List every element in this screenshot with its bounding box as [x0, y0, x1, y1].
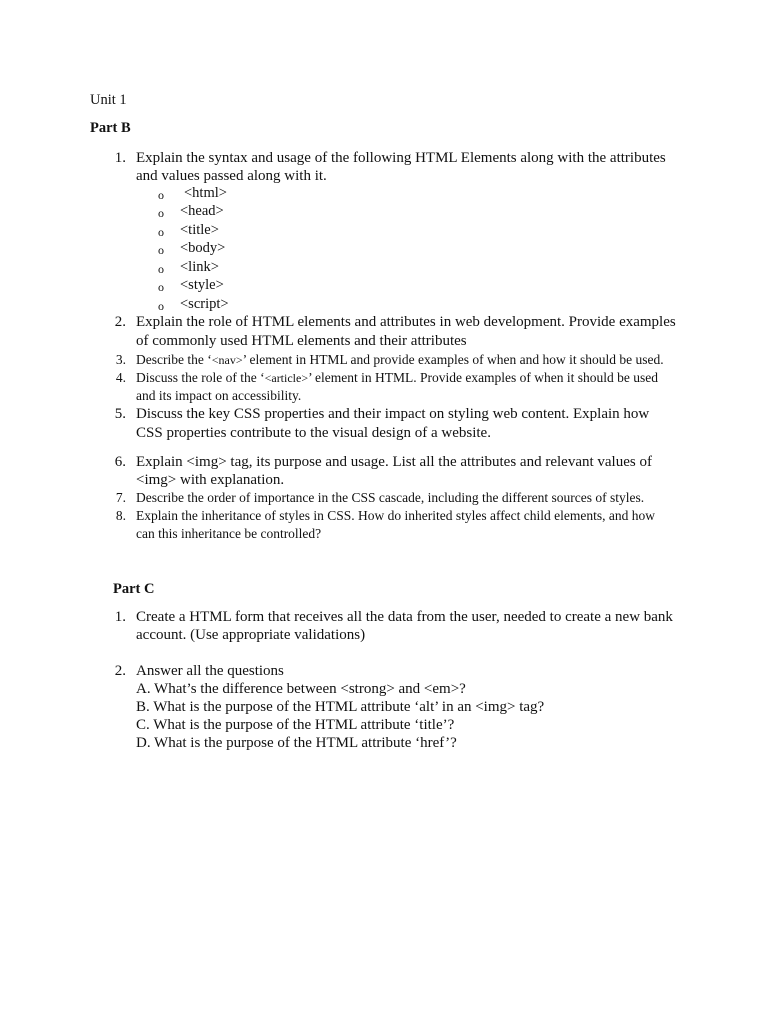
question-text-pre: Discuss the role of the ‘	[136, 370, 265, 385]
element-list-item: <style>	[180, 277, 224, 293]
question-text-line-1	[136, 352, 664, 368]
part-b-heading: Part B	[90, 120, 131, 136]
element-list-item: <html>	[184, 185, 227, 201]
bullet-marker: o	[158, 243, 164, 257]
sub-question-b: B. What is the purpose of the HTML attribute ‘alt’ in an <img> tag?	[136, 699, 545, 715]
question-number: 4.	[115, 370, 126, 385]
bullet-marker: o	[158, 262, 164, 276]
question-number: 7.	[115, 490, 126, 505]
bullet-marker: o	[158, 299, 164, 313]
unit-heading: Unit 1	[90, 92, 127, 108]
question-text-line-2: account. (Use appropriate validations)	[136, 627, 366, 643]
question-text-line-1: Explain <img> tag, its purpose and usage. List all the attributes and relevant values of	[136, 454, 652, 470]
question-text-line-1: Create a HTML form that receives all the data from the user, needed to create a new bank	[136, 609, 673, 625]
bullet-marker: o	[158, 206, 164, 220]
question-text-line-1: Explain the role of HTML elements and attributes in web development. Provide examples	[136, 314, 676, 330]
question-number: 1.	[114, 150, 126, 166]
sub-question-a: A. What’s the difference between <strong> and <em>?	[136, 681, 466, 697]
question-number: 6.	[114, 454, 126, 470]
question-text-line-1	[136, 370, 658, 386]
bullet-marker: o	[158, 225, 164, 239]
question-text-post: ’ element in HTML and provide examples of when and how it should be used.	[242, 352, 664, 367]
question-number: 5.	[114, 406, 126, 422]
question-text-line-1: Discuss the key CSS properties and their impact on styling web content. Explain how	[136, 406, 650, 422]
question-text-line-1: Explain the syntax and usage of the following HTML Elements along with the attributes	[136, 150, 666, 166]
element-list-item: <link>	[180, 259, 219, 275]
bullet-marker: o	[158, 188, 164, 202]
bullet-marker: o	[158, 280, 164, 294]
part-c-heading: Part C	[113, 581, 155, 597]
question-text-line-1: Answer all the questions	[136, 663, 284, 679]
element-list-item: <head>	[180, 203, 224, 219]
question-text-post: ’ element in HTML. Provide examples of when it should be used	[308, 370, 659, 385]
question-text-line-2: CSS properties contribute to the visual design of a website.	[136, 425, 491, 441]
sub-question-c: C. What is the purpose of the HTML attribute ‘title’?	[136, 717, 455, 733]
sub-question-d: D. What is the purpose of the HTML attribute ‘href’?	[136, 735, 457, 751]
element-code: <article>	[264, 371, 309, 385]
question-text-line-2: <img> with explanation.	[136, 472, 285, 488]
question-text-line-1: Explain the inheritance of styles in CSS. How do inherited styles affect child elements, and how	[136, 508, 656, 523]
element-code: <nav>	[211, 353, 243, 367]
question-text-line-2: of commonly used HTML elements and their attributes	[136, 333, 467, 349]
element-list-item: <script>	[180, 296, 229, 312]
question-number: 1.	[114, 609, 126, 625]
element-list-item: <body>	[180, 240, 226, 256]
question-number: 3.	[115, 352, 126, 367]
question-number: 2.	[114, 663, 126, 679]
question-text-line-2: can this inheritance be controlled?	[136, 526, 322, 541]
question-text-line-1: Describe the order of importance in the CSS cascade, including the different sources of styles.	[136, 490, 645, 505]
element-list-item: <title>	[180, 222, 219, 238]
question-number: 2.	[114, 314, 126, 330]
question-text-line-2: and its impact on accessibility.	[136, 388, 302, 403]
question-text-line-2: and values passed along with it.	[136, 168, 327, 184]
question-text-pre: Describe the ‘	[136, 352, 212, 367]
question-number: 8.	[115, 508, 126, 523]
